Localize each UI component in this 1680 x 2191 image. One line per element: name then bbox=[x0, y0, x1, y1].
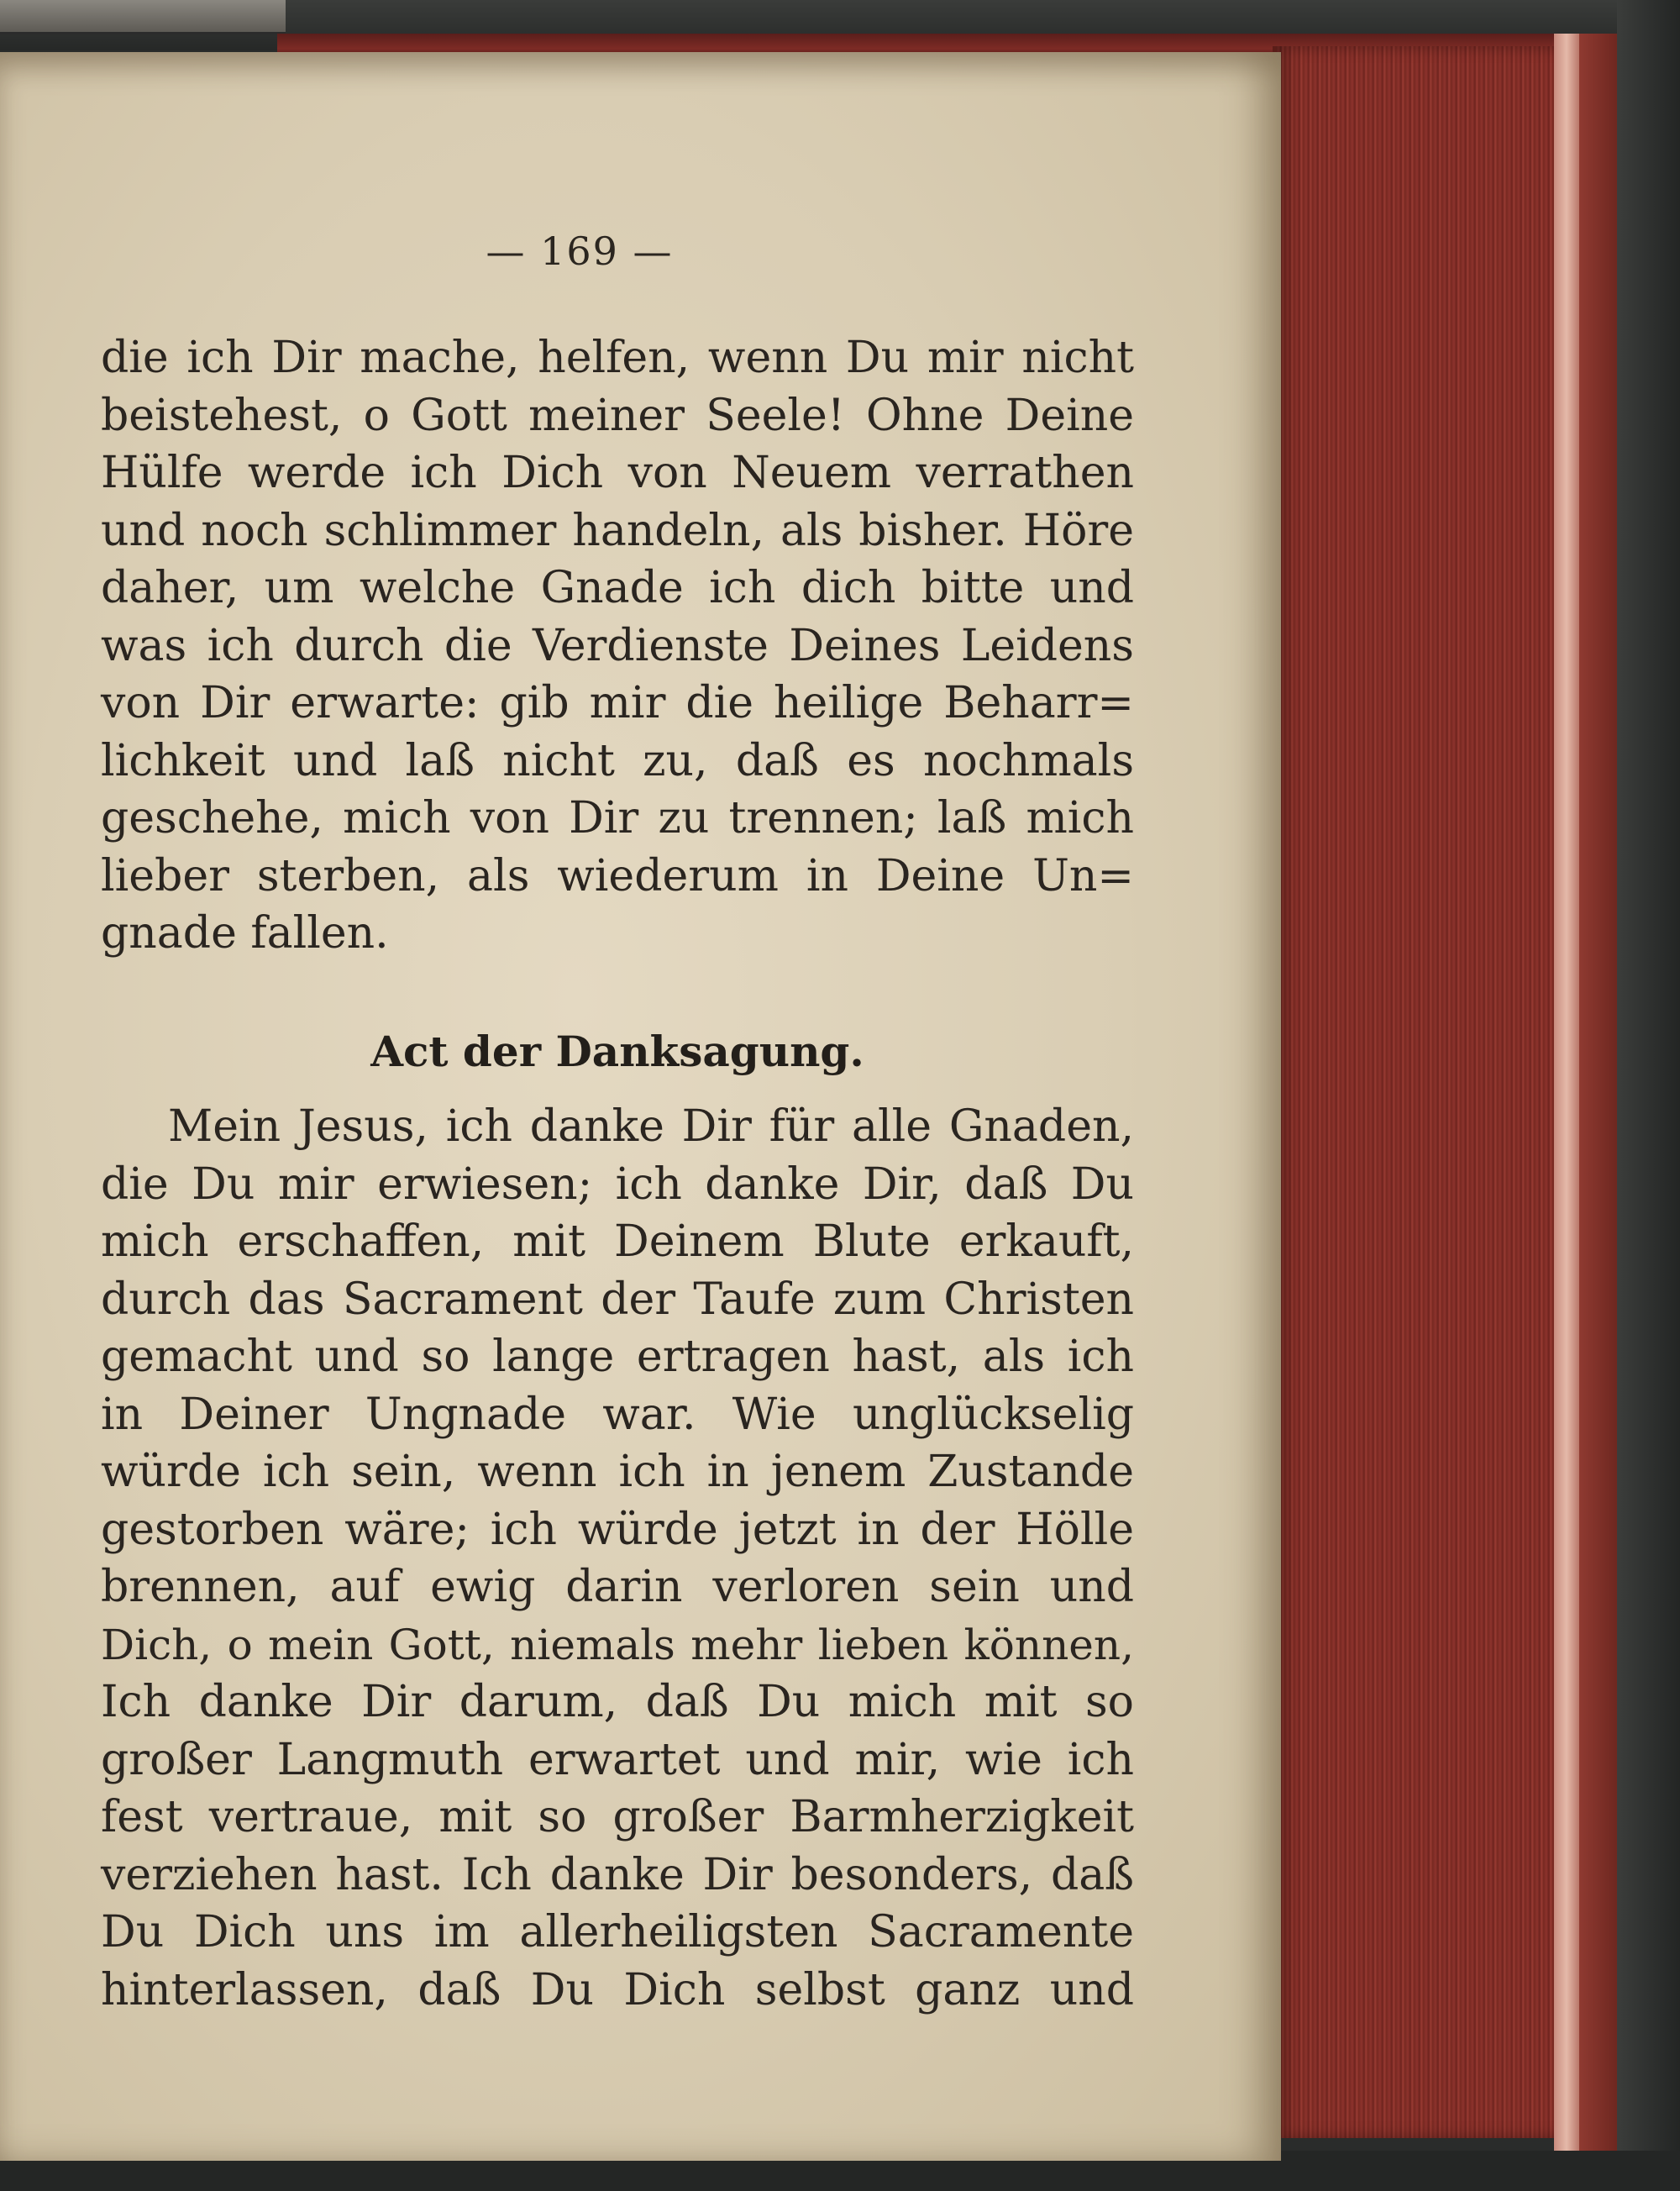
text-line: durch das Sacrament der Taufe zum Christen bbox=[101, 1274, 1134, 1325]
text-line: lichkeit und laß nicht zu, daß es nochmals bbox=[101, 735, 1134, 786]
text-line: gnade fallen. bbox=[101, 908, 389, 959]
section-heading: Act der Danksagung. bbox=[370, 1027, 864, 1076]
text-line: die Du mir erwiesen; ich danke Dir, daß Du bbox=[101, 1159, 1134, 1210]
paragraph-2 bbox=[101, 1098, 1134, 2019]
text-line: Ich danke Dir darum, daß Du mich mit so bbox=[101, 1677, 1134, 1727]
page-fore-edge-highlight bbox=[1554, 34, 1579, 2151]
text-line: würde ich sein, wenn ich in jenem Zustande bbox=[101, 1447, 1134, 1497]
text-line: fest vertraue, mit so großer Barmherzigkeit bbox=[101, 1792, 1134, 1842]
text-line: hinterlassen, daß Du Dich selbst ganz und bbox=[101, 1964, 1134, 2015]
page-fore-edge-outer bbox=[1579, 34, 1617, 2151]
text-line: Du Dich uns im allerheiligsten Sacramente bbox=[101, 1907, 1134, 1957]
text-line: daher, um welche Gnade ich dich bitte und bbox=[101, 563, 1134, 613]
text-line: lieber sterben, als wiederum in Deine Un= bbox=[101, 850, 1134, 901]
text-line: großer Langmuth erwartet und mir, wie ich bbox=[101, 1734, 1134, 1785]
text-line: gemacht und so lange ertragen hast, als ich bbox=[101, 1332, 1134, 1382]
text-line: in Deiner Ungnade war. Wie unglückselig bbox=[101, 1389, 1134, 1440]
book-page bbox=[0, 52, 1281, 2161]
text-line: und noch schlimmer handeln, als bisher. Höre bbox=[101, 505, 1134, 556]
text-line: die ich Dir mache, helfen, wenn Du mir nicht bbox=[101, 333, 1134, 383]
cover-label-strip bbox=[0, 0, 286, 34]
text-line: Dich, o mein Gott, niemals mehr lieben können, bbox=[101, 1620, 1134, 1669]
text-line: von Dir erwarte: gib mir die heilige Beharr= bbox=[101, 678, 1134, 728]
text-line: gestorben wäre; ich würde jetzt in der Hölle bbox=[101, 1504, 1134, 1555]
text-line: brennen, auf ewig darin verloren sein und bbox=[101, 1562, 1134, 1612]
text-line: Hülfe werde ich Dich von Neuem verrathen bbox=[101, 448, 1134, 498]
book-cover-right bbox=[1617, 0, 1680, 2191]
text-line: was ich durch die Verdienste Deines Leidens bbox=[101, 620, 1134, 671]
text-line: Mein Jesus, ich danke Dir für alle Gnaden, bbox=[168, 1101, 1134, 1152]
paragraph-1 bbox=[101, 329, 1134, 963]
text-line: mich erschaffen, mit Deinem Blute erkauft, bbox=[101, 1216, 1134, 1267]
text-line: beistehest, o Gott meiner Seele! Ohne Deine bbox=[101, 390, 1134, 441]
text-line: verziehen hast. Ich danke Dir besonders, daß bbox=[101, 1849, 1134, 1900]
text-line: geschehe, mich von Dir zu trennen; laß mich bbox=[101, 793, 1134, 843]
page-number: — 169 — bbox=[486, 229, 674, 274]
